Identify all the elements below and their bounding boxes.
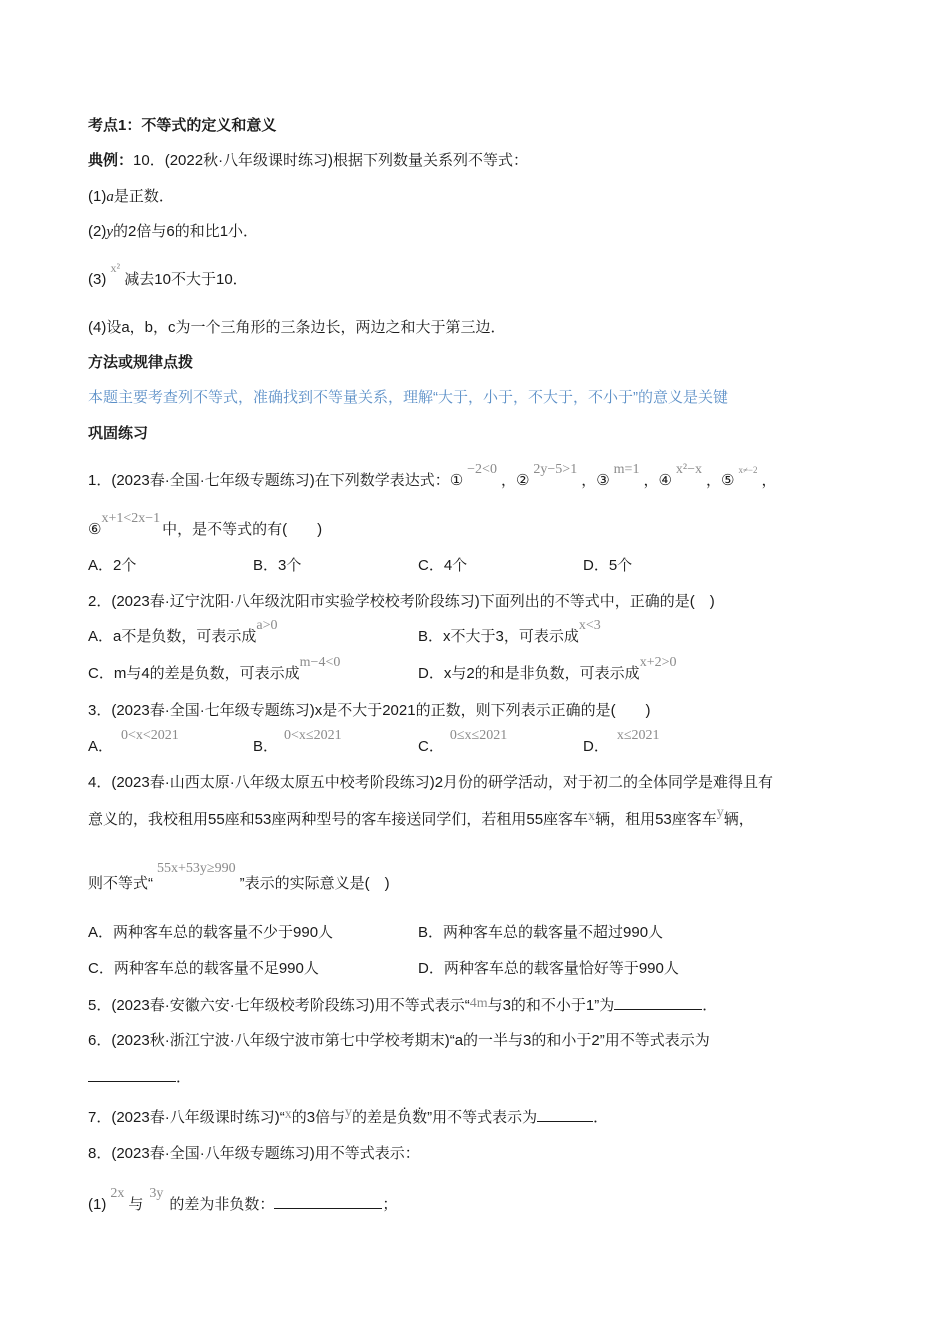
question-text: 则不等式“: [88, 875, 153, 892]
method-text: 本题主要考查列不等式，准确找到不等量关系，理解“大于，小于，不大于，不小于”的意义是关键: [88, 389, 728, 406]
option-c[interactable]: [418, 728, 508, 758]
option-a[interactable]: [88, 728, 179, 758]
example-intro: [88, 151, 528, 171]
item-marker: ⑥: [88, 521, 102, 538]
option-text: A．: [88, 738, 114, 755]
option-a[interactable]: A．两种客车总的载客量不少于990人: [88, 924, 334, 941]
method-title: 方法或规律点拨: [88, 354, 194, 371]
option-a[interactable]: A．2个: [88, 557, 137, 574]
question-4-line-2: [88, 805, 754, 831]
question-text: 辆，: [723, 811, 754, 828]
question-5: [88, 995, 717, 1017]
question-8-stem: 8．(2023春·全国·八年级专题练习)用不等式表示：: [88, 1145, 420, 1162]
math-expression: x≠−2: [738, 465, 758, 475]
answer-blank[interactable]: [614, 995, 702, 1010]
punctuation: ．: [593, 1109, 609, 1126]
option-text: B．x不大于3，可表示成: [418, 628, 579, 645]
question-text: 辆，租用53座客车: [595, 811, 717, 828]
math-expression: x+1<2x−1: [101, 511, 161, 526]
practice-title: 巩固练习: [88, 425, 149, 442]
punctuation: ．: [176, 1069, 192, 1086]
option-b[interactable]: [418, 618, 601, 648]
part-number: (1): [88, 188, 107, 205]
question-text: ”表示的实际意义是( ): [239, 875, 390, 892]
math-expression: y: [345, 1105, 353, 1120]
math-expression: 3y: [149, 1186, 164, 1201]
option-b[interactable]: B．两种客车总的载客量不超过990人: [418, 924, 664, 941]
part-number: (2): [88, 223, 107, 240]
question-2-stem: 2．(2023春·辽宁沈阳·八年级沈阳市实验学校校考阶段练习)下面列出的不等式中，正确的是( ): [88, 593, 715, 610]
example-part-4: (4)设a，b，c为一个三角形的三条边长，两边之和大于第三边．: [88, 319, 506, 336]
math-expression: m=1: [613, 462, 640, 477]
math-expression: 0≤x≤2021: [449, 728, 508, 743]
option-text: C．m与4的差是负数，可表示成: [88, 665, 300, 682]
part-number: (1): [88, 1196, 107, 1213]
math-expression: x: [588, 809, 596, 824]
example-part-3: [88, 261, 248, 290]
question-4-line-1: 4．(2023春·山西太原·八年级太原五中校考阶段练习)2月份的研学活动，对于初二的全体同学是难得且有: [88, 774, 774, 791]
question-text: 的差是: [352, 1109, 398, 1126]
math-expression: x: [284, 1107, 292, 1122]
question-1-line-2: [88, 511, 323, 541]
separator: ，④: [643, 472, 672, 489]
option-c[interactable]: C．两种客车总的载客量不足990人: [88, 960, 319, 977]
option-c[interactable]: [88, 655, 341, 685]
math-expression: 55x+53y≥990: [157, 861, 236, 876]
math-expression: 4m: [469, 996, 488, 1011]
math-expression: −2<0: [467, 462, 497, 477]
emphasis-char: 负: [397, 1109, 413, 1126]
answer-blank[interactable]: [88, 1067, 176, 1082]
question-text: 5．(2023春·安徽六安·七年级校考阶段练习)用不等式表示“: [88, 997, 470, 1014]
option-b[interactable]: [253, 728, 342, 758]
separator: ，⑤: [706, 472, 735, 489]
option-text: D．: [583, 738, 609, 755]
question-text: 7．(2023春·八年级课时练习)“: [88, 1109, 285, 1126]
math-expression: x≤2021: [616, 728, 660, 743]
question-3-stem: 3．(2023春·全国·七年级专题练习)x是不大于2021的正数，则下列表示正确的是( ): [88, 702, 651, 719]
separator: ，: [761, 472, 777, 489]
question-6-line-1: 6．(2023秋·浙江宁波·八年级宁波市第七中学校考期末)“a的一半与3的和小于2”用不等式表示为: [88, 1032, 710, 1049]
math-expression: 2y−5>1: [533, 462, 578, 477]
math-expression: 0<x<2021: [121, 728, 179, 743]
question-text: 意义的，我校租用55座和53座两种型号的客车接送同学们，若租用55座客车: [88, 811, 589, 828]
separator: ，③: [581, 472, 610, 489]
punctuation: ．: [702, 997, 718, 1014]
example-part-1: [88, 187, 174, 207]
option-d[interactable]: [418, 655, 677, 685]
math-expression: x+2>0: [639, 655, 677, 670]
part-text: 减去10不大于10．: [124, 271, 248, 288]
question-text: 中，是不等式的有( ): [162, 521, 323, 538]
variable: y: [106, 224, 114, 240]
question-text: 的差为非负数：: [169, 1196, 275, 1213]
question-text: ”用不等式表示为: [427, 1109, 538, 1126]
question-4-line-3: [88, 861, 390, 895]
answer-blank[interactable]: [274, 1194, 382, 1209]
option-c[interactable]: C．4个: [418, 557, 468, 574]
question-6-line-2: [88, 1067, 191, 1088]
math-expression: x²−x: [675, 462, 702, 477]
option-text: D．x与2的和是非负数，可表示成: [418, 665, 640, 682]
math-expression: a>0: [256, 618, 278, 633]
question-text: 的3倍与: [291, 1109, 346, 1126]
math-expression: 0<x≤2021: [284, 728, 342, 743]
math-expression: x<3: [578, 618, 601, 633]
option-d[interactable]: D．两种客车总的载客量恰好等于990人: [418, 960, 679, 977]
option-b[interactable]: B．3个: [253, 557, 302, 574]
question-8-part-1: [88, 1186, 398, 1216]
math-expression: 2x: [110, 1186, 125, 1201]
math-expression: y: [716, 805, 724, 820]
part-text: 是正数．: [113, 188, 174, 205]
option-text: C．: [418, 738, 444, 755]
separator: ，②: [500, 472, 530, 489]
example-text: 10．(2022秋·八年级课时练习)根据下列数量关系列不等式：: [133, 152, 529, 169]
option-d[interactable]: D．5个: [583, 557, 633, 574]
section-heading: 考点1：不等式的定义和意义: [88, 117, 277, 134]
emphasis-char: 数: [412, 1109, 428, 1126]
math-expression: m−4<0: [299, 655, 341, 670]
answer-blank[interactable]: [537, 1107, 593, 1122]
example-label: 典例：: [88, 152, 134, 169]
variable: a: [106, 189, 114, 205]
question-7: [88, 1107, 608, 1129]
option-a[interactable]: [88, 618, 278, 648]
part-text: 的2倍与6的和比1小．: [113, 223, 259, 240]
question-text: 与3的和不小于1”为: [487, 997, 615, 1014]
math-expression: x²: [110, 261, 121, 275]
question-text: 1．(2023春·全国·七年级专题练习)在下列数学表达式：①: [88, 472, 464, 489]
option-text: A．a不是负数，可表示成: [88, 628, 257, 645]
option-text: B．: [253, 738, 279, 755]
example-part-2: [88, 222, 258, 242]
question-text: 与: [128, 1196, 144, 1213]
option-d[interactable]: [583, 728, 660, 758]
part-number: (3): [88, 271, 107, 288]
question-1-stem: [88, 462, 777, 492]
punctuation: ；: [382, 1196, 398, 1213]
